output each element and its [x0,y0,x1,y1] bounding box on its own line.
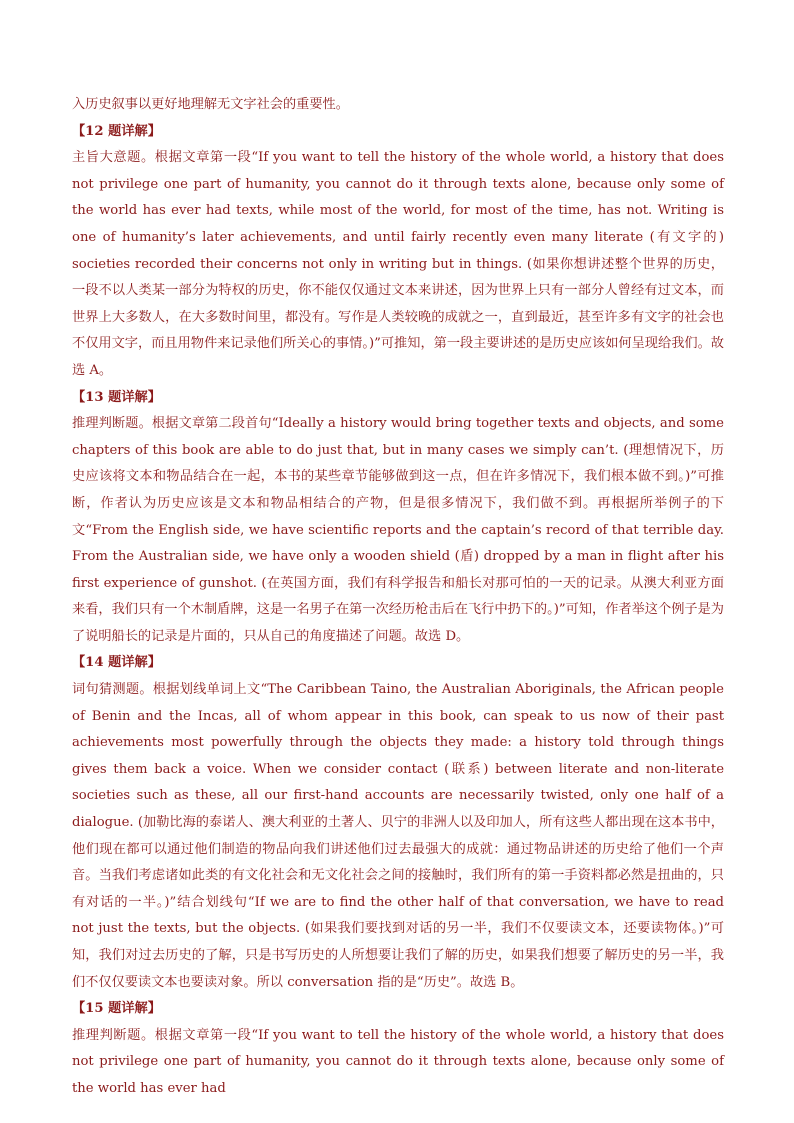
document-body [72,92,724,1103]
q15-explanation: 推理判断题。根据文章第一段“If you want to tell the history of the whole world, a history that does not privilege one part of humanity, you cannot do it through texts alone, because only some of the world has ever had [72,1027,724,1096]
q13-explanation: 推理判断题。根据文章第二段首句“Ideally a history would bring together texts and objects, and some chapters of this book are able to do just that, but in many cases we simply can’t. (理想情况下，历史应该将文本和物品结合在一起，本书的某些章节能够做到这一点，但在许多情况下，我们根本做不到。)”可推断，作者认为历史应该是文本和物品相结合的产物，但是很多情况下，我们做不到。再根据所举例子的下文“From the English side, we have scientific reports and the captain’s record of that terrible day. From the Australian side, we have only a wooden shield (盾) dropped by a man in flight after his first experience of gunshot. (在英国方面，我们有科学报告和船长对那可怕的一天的记录。从澳大利亚方面来看，我们只有一个木制盾牌，这是一名男子在第一次经历枪击后在飞行中扔下的。)”可知，作者举这个例子是为了说明船长的记录是片面的，只从自己的角度描述了问题。故选 D。 [72,416,724,644]
q12-explanation: 主旨大意题。根据文章第一段“If you want to tell the history of the whole world, a history that does not privilege one part of humanity, you cannot do it through texts alone, because only some of the world has ever had texts, while most of the world, for most of the time, has not. Writing is one of humanity’s later achievements, and until fairly recently even many literate (有文字的) societies recorded their concerns not only in writing but in things. (如果你想讲述整个世界的历史，一段不以人类某一部分为特权的历史，你不能仅仅通过文本来讲述，因为世界上只有一部分人曾经有过文本，而世界上大多数人，在大多数时间里，都没有。写作是人类较晚的成就之一，直到最近，甚至许多有文字的社会也不仅用文字，而且用物件来记录他们所关心的事情。)”可推知，第一段主要讲述的是历史应该如何呈现给我们。故选 A。 [72,150,724,378]
q14-heading: 【14 题详解】 [72,655,161,671]
q15-heading: 【15 题详解】 [72,1001,161,1017]
q13-heading: 【13 题详解】 [72,389,161,405]
intro-text-line: 入历史叙事以更好地理解无文字社会的重要性。 [72,97,349,112]
q12-heading: 【12 题详解】 [72,123,161,139]
q14-explanation: 词句猜测题。根据划线单词上文“The Caribbean Taino, the Australian Aboriginals, the African people of Benin and the Incas, all of whom appear in this book, can speak to us now of their past achievements most powerfully through the objects they made: a history told through things gives them back a voice. When we consider contact (联系) between literate and non-literate societies such as these, all our first-hand accounts are necessarily twisted, only one half of a dialogue. (加勒比海的泰诺人、澳大利亚的土著人、贝宁的非洲人以及印加人，所有这些人都出现在这本书中，他们现在都可以通过他们制造的物品向我们讲述他们过去最强大的成就：通过物品讲述的历史给了他们一个声音。当我们考虑诸如此类的有文化社会和无文化社会之间的接触时，我们所有的第一手资料都必然是扭曲的，只有对话的一半。)”结合划线句“If we are to find the other half of that conversation, we have to read not just the texts, but the objects. (如果我们要找到对话的另一半，我们不仅要读文本，还要读物体。)”可知，我们对过去历史的了解，只是书写历史的人所想要让我们了解的历史，如果我们想要了解历史的另一半，我们不仅仅要读文本也要读对象。所以 conversation 指的是“历史”。故选 B。 [72,682,724,990]
